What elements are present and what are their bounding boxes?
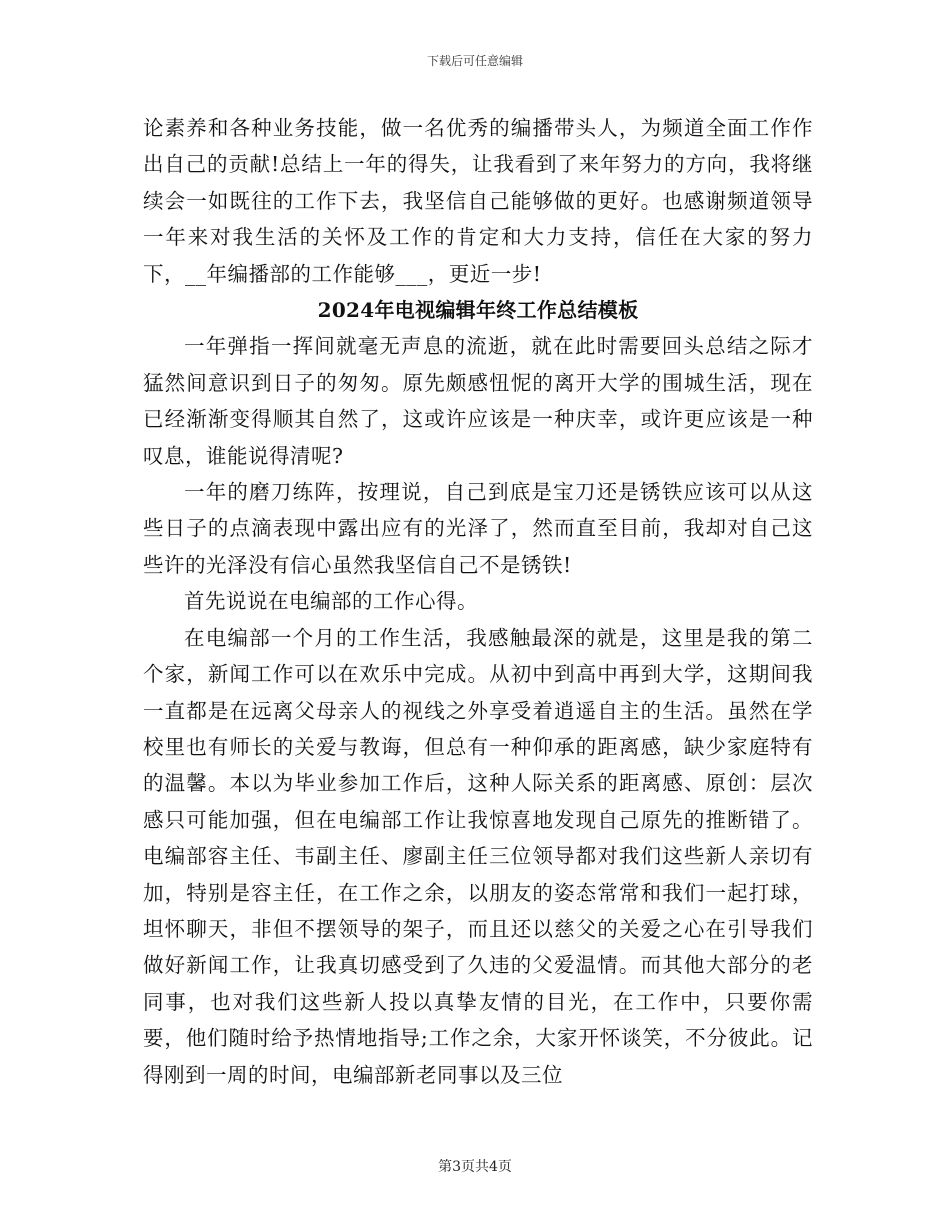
paragraph-1: 一年弹指一挥间就毫无声息的流逝，就在此时需要回头总结之际才猛然间意识到日子的匆匆。原先颇感忸怩的离开大学的围城生活，现在已经渐渐变得顺其自然了，这或许应该是一种庆幸，或许更应该是一种叹息，谁能说得清呢? — [143, 334, 813, 468]
section-title: 2024年电视编辑年终工作总结模板 — [317, 298, 639, 323]
paragraph-3: 首先说说在电编部的工作心得。 — [184, 589, 478, 614]
intro-paragraph: 论素养和各种业务技能，做一名优秀的编播带头人，为频道全面工作作出自己的贡献!总结上一年的得失，让我看到了来年努力的方向，我将继续会一如既往的工作下去，我坚信自己能够做的更好。也感谢频道领导一年来对我生活的关怀及工作的肯定和大力支持，信任在大家的努力下，__年编播部的工作能够___，更近一步! — [143, 116, 813, 286]
document-body — [143, 110, 813, 1093]
paragraph-4: 在电编部一个月的工作生活，我感触最深的就是，这里是我的第二个家，新闻工作可以在欢乐中完成。从初中到高中再到大学，这期间我一直都是在远离父母亲人的视线之外享受着逍遥自主的生活。虽然在学校里也有师长的关爱与教诲，但总有一种仰承的距离感，缺少家庭特有的温馨。本以为毕业参加工作后，这种人际关系的距离感、原创：层次感只可能加强，但在电编部工作让我惊喜地发现自己原先的推断错了。电编部容主任、韦副主任、廖副主任三位领导都对我们这些新人亲切有加，特别是容主任，在工作之余，以朋友的姿态常常和我们一起打球，坦怀聊天，非但不摆领导的架子，而且还以慈父的关爱之心在引导我们做好新闻工作，让我真切感受到了久违的父爱温情。而其他大部分的老同事，也对我们这些新人投以真挚友情的目光，在工作中，只要你需要，他们随时给予热情地指导;工作之余，大家开怀谈笑，不分彼此。记得刚到一周的时间，电编部新老同事以及三位 — [143, 625, 813, 1087]
page-header: 下载后可任意编辑 — [426, 54, 523, 68]
page-number: 第3页共4页 — [438, 1159, 512, 1175]
paragraph-2: 一年的磨刀练阵，按理说，自己到底是宝刀还是锈铁应该可以从这些日子的点滴表现中露出应有的光泽了，然而直至目前，我却对自己这些许的光泽没有信心虽然我坚信自己不是锈铁! — [143, 480, 813, 577]
